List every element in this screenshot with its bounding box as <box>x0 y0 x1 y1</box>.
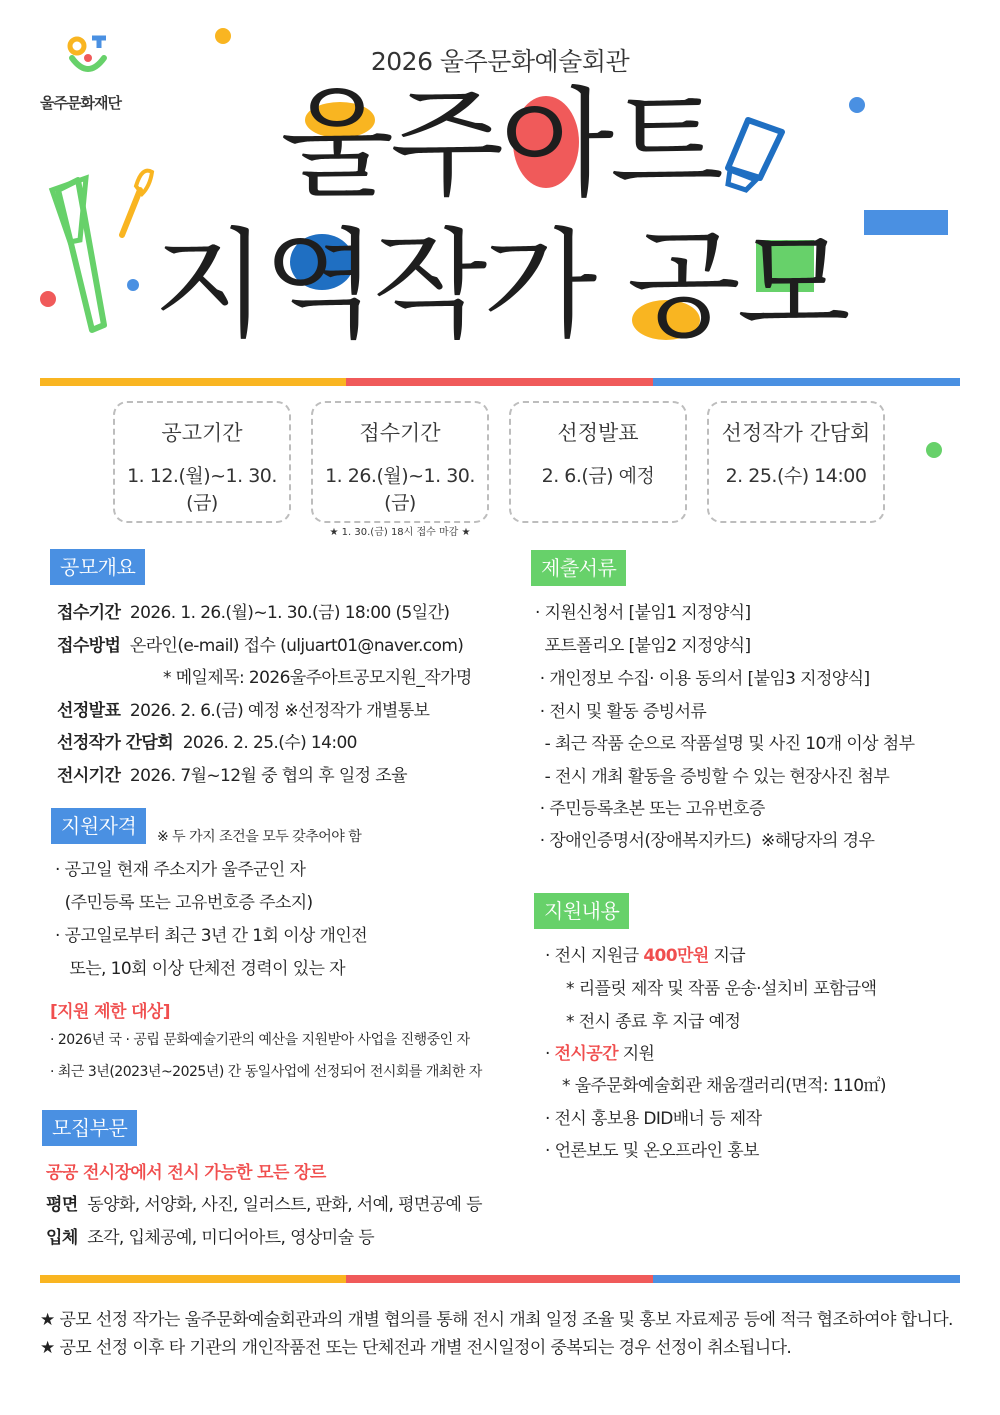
overview-row <box>57 761 407 786</box>
category-value: 조각, 입체공예, 미디어아트, 영상미술 등 <box>87 1228 375 1248</box>
divider-top-blue <box>653 378 960 386</box>
eligibility-note: ※ 두 가지 조건을 모두 갖추어야 함 <box>157 829 362 845</box>
schedule-date: 2. 6.(금) 예정 <box>541 465 655 487</box>
overview-value: 2026. 2. 25.(수) 14:00 <box>182 733 357 753</box>
overview-label: 선정작가 간담회 <box>57 733 174 753</box>
support-amount: 400만원 <box>643 946 709 966</box>
document-line: · 전시 및 활동 증빙서류 <box>535 702 707 722</box>
support-text: 지급 <box>708 946 746 966</box>
schedule-note: ★ 1. 30.(금) 18시 접수 마감 ★ <box>329 527 471 538</box>
schedule-title: 선정작가 간담회 <box>721 421 871 445</box>
overview-heading: 공모개요 <box>50 549 145 585</box>
overview-value: 2026. 7월~12월 중 협의 후 일정 조율 <box>129 766 407 786</box>
restriction-line: · 2026년 국 · 공립 문화예술기관의 예산을 지원받아 사업을 진행중인 자 <box>50 1032 470 1048</box>
support-line: * 울주문화예술회관 채움갤러리(면적: 110㎡) <box>562 1076 886 1096</box>
eligibility-line: (주민등록 또는 고유번호증 주소지) <box>55 893 313 913</box>
overview-row <box>57 728 357 753</box>
overview-row <box>57 598 449 623</box>
page-subtitle: 2026 울주문화예술회관 <box>370 47 630 76</box>
category-row <box>46 1190 482 1215</box>
schedule-card <box>311 401 489 538</box>
document-line: - 최근 작품 순으로 작품설명 및 사진 10개 이상 첨부 <box>535 734 915 754</box>
support-line <box>545 1039 654 1064</box>
support-line: · 언론보도 및 온오프라인 홍보 <box>545 1141 759 1161</box>
schedule-date: 2. 25.(수) 14:00 <box>725 465 867 487</box>
overview-value: 2026. 2. 6.(금) 예정 ※선정작가 개별통보 <box>129 701 430 721</box>
support-text: 지원 <box>617 1044 655 1064</box>
document-line: · 개인정보 수집· 이용 동의서 [붙임3 지정양식] <box>535 669 870 689</box>
support-text: · <box>545 1044 555 1064</box>
schedule-date: 1. 26.(월)~1. 30.(금) <box>325 465 475 514</box>
footer-note: ★ 공모 선정 이후 타 기관의 개인작품전 또는 단체전과 개별 전시일정이 중복되는 경우 선정이 취소됩니다. <box>40 1338 792 1358</box>
overview-value: 2026. 1. 26.(월)~1. 30.(금) 18:00 (5일간) <box>129 603 450 623</box>
overview-value: 온라인(e-mail) 접수 (uljuart01@naver.com) <box>129 636 464 656</box>
divider-bottom-red <box>346 1275 653 1283</box>
logo-text: 울주문화재단 <box>40 94 121 112</box>
support-text: · 전시 지원금 <box>545 946 644 966</box>
document-line: 포트폴리오 [붙임2 지정양식] <box>535 636 751 656</box>
schedule-date: 1. 12.(월)~1. 30.(금) <box>127 465 277 514</box>
categories-highlight: 공공 전시장에서 전시 가능한 모든 장르 <box>46 1163 326 1183</box>
category-label: 입체 <box>46 1228 78 1248</box>
overview-label: 전시기간 <box>57 766 121 786</box>
document-line: · 장애인증명서(장애복지카드) ※해당자의 경우 <box>535 831 875 851</box>
eligibility-line: 또는, 10회 이상 단체전 경력이 있는 자 <box>55 959 345 979</box>
overview-row <box>57 696 429 721</box>
document-line: - 전시 개최 활동을 증빙할 수 있는 현장사진 첨부 <box>535 767 890 787</box>
divider-top-red <box>346 378 653 386</box>
document-line: · 지원신청서 [붙임1 지정양식] <box>535 603 751 623</box>
schedule-title: 선정발표 <box>557 421 639 445</box>
overview-row <box>57 631 463 656</box>
category-row <box>46 1223 374 1248</box>
schedule-card <box>707 401 885 523</box>
page-title-line2: 지역작가 공모 <box>153 216 847 354</box>
divider-bottom-blue <box>653 1275 960 1283</box>
schedule-card <box>113 401 291 523</box>
footer-note: ★ 공모 선정 작가는 울주문화예술회관과의 개별 협의를 통해 전시 개최 일정 조율 및 홍보 자료제공 등에 적극 협조하여야 합니다. <box>40 1310 953 1330</box>
document-line: · 주민등록초본 또는 고유번호증 <box>535 799 765 819</box>
divider-bottom-yellow <box>40 1275 346 1283</box>
eligibility-heading: 지원자격 <box>51 808 146 844</box>
support-line: * 리플릿 제작 및 작품 운송·설치비 포함금액 <box>566 979 877 999</box>
eligibility-line: · 공고일로부터 최근 3년 간 1회 이상 개인전 <box>55 926 368 946</box>
restriction-heading: [지원 제한 대상] <box>50 1002 170 1022</box>
support-line: * 전시 종료 후 지급 예정 <box>566 1012 741 1032</box>
overview-label: 접수기간 <box>57 603 121 623</box>
schedule-title: 공고기간 <box>161 421 243 445</box>
support-line <box>545 941 745 966</box>
eligibility-line: · 공고일 현재 주소지가 울주군인 자 <box>55 860 306 880</box>
overview-mail-subject: * 메일제목: 2026울주아트공모지원_작가명 <box>163 668 472 688</box>
documents-heading: 제출서류 <box>531 550 626 586</box>
overview-label: 선정발표 <box>57 701 121 721</box>
schedule-card <box>509 401 687 523</box>
support-line: · 전시 홍보용 DID배너 등 제작 <box>545 1109 762 1129</box>
support-heading: 지원내용 <box>534 893 629 929</box>
category-label: 평면 <box>46 1195 78 1215</box>
categories-heading: 모집부문 <box>42 1110 137 1146</box>
page-title-line1: 울주아트 <box>280 75 720 213</box>
support-space: 전시공간 <box>554 1044 618 1064</box>
overview-label: 접수방법 <box>57 636 121 656</box>
divider-top-yellow <box>40 378 346 386</box>
restriction-line: · 최근 3년(2023년~2025년) 간 동일사업에 선정되어 전시회를 개최한 자 <box>50 1064 482 1080</box>
schedule-title: 접수기간 <box>359 421 441 445</box>
dot-green <box>924 440 944 460</box>
category-value: 동양화, 서양화, 사진, 일러스트, 판화, 서예, 평면공예 등 <box>87 1195 482 1215</box>
